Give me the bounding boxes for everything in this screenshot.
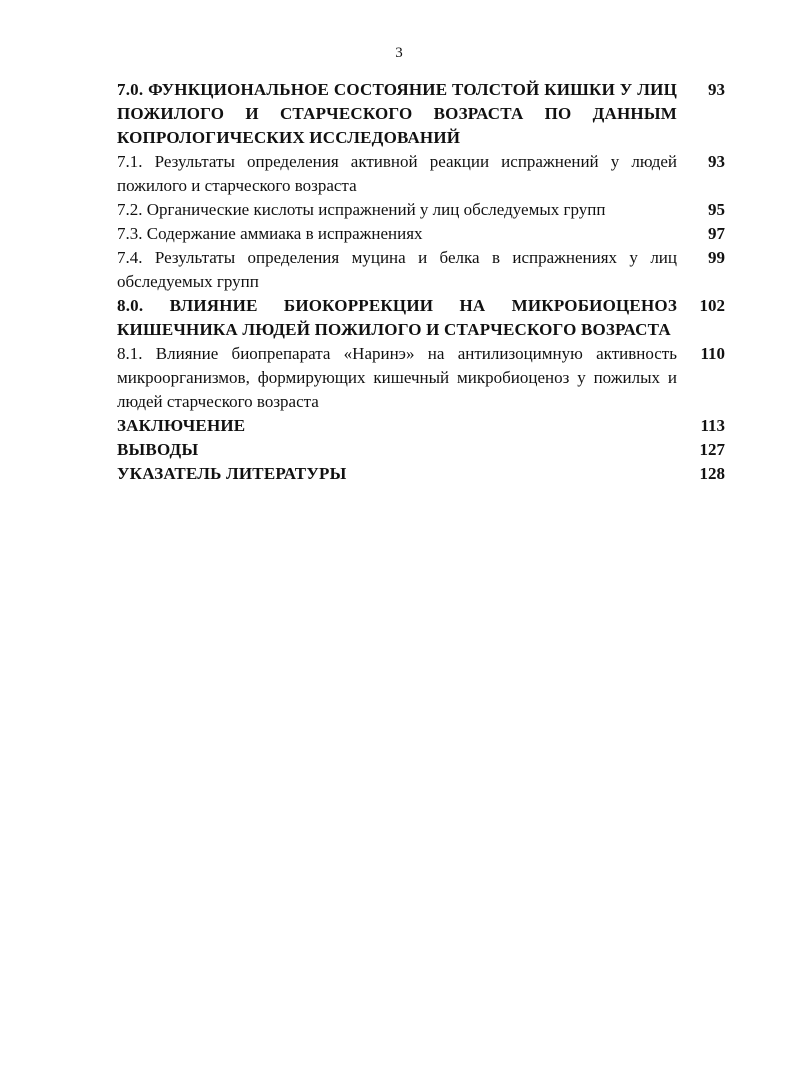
toc-entry-7-0[interactable] (117, 78, 729, 150)
toc-entry-title: 7.4. Результаты определения муцина и белка в испражнениях у лиц обследуемых групп (117, 248, 677, 291)
toc-entry-title: УКАЗАТЕЛЬ ЛИТЕРАТУРЫ (117, 464, 347, 483)
toc-entry-7-3[interactable] (117, 222, 729, 246)
toc-entry-page: 113 (700, 416, 725, 435)
toc-entry-title: ВЫВОДЫ (117, 440, 199, 459)
toc-entry-7-2[interactable] (117, 198, 729, 222)
toc-entry-page: 110 (700, 344, 725, 363)
toc-entry-title: ЗАКЛЮЧЕНИЕ (117, 416, 246, 435)
toc-entry-title: 8.1. Влияние биопрепарата «Наринэ» на антилизоцимную активность микроорганизмов, формирующих кишечный микробиоценоз у пожилых и людей старческого возраста (117, 344, 677, 411)
toc-entry-title: 7.1. Результаты определения активной реакции испражнений у людей пожилого и старческого возраста (117, 152, 677, 195)
toc-entry-findings[interactable] (117, 438, 729, 462)
toc-entry-page: 128 (699, 464, 725, 483)
toc-entry-page: 95 (708, 200, 725, 219)
toc-entry-title: 8.0. ВЛИЯНИЕ БИОКОРРЕКЦИИ НА МИКРОБИОЦЕНОЗ КИШЕЧНИКА ЛЮДЕЙ ПОЖИЛОГО И СТАРЧЕСКОГО ВОЗРАСТА (117, 296, 677, 339)
toc-entry-8-0[interactable] (117, 294, 729, 342)
toc-entry-8-1[interactable] (117, 342, 729, 414)
toc-entry-page: 102 (699, 296, 725, 315)
table-of-contents (117, 78, 729, 486)
toc-entry-page: 93 (708, 152, 725, 171)
toc-entry-page: 127 (699, 440, 725, 459)
toc-entry-7-1[interactable] (117, 150, 729, 198)
toc-entry-page: 97 (708, 224, 725, 243)
toc-entry-title: 7.0. ФУНКЦИОНАЛЬНОЕ СОСТОЯНИЕ ТОЛСТОЙ КИШКИ У ЛИЦ ПОЖИЛОГО И СТАРЧЕСКОГО ВОЗРАСТА ПО ДАННЫМ КОПРОЛОГИЧЕСКИХ ИССЛЕДОВАНИЙ (117, 80, 677, 147)
page-number: 3 (395, 45, 403, 61)
toc-entry-title: 7.2. Органические кислоты испражнений у лиц обследуемых групп (117, 200, 606, 219)
toc-entry-page: 99 (708, 248, 725, 267)
toc-entry-conclusion[interactable] (117, 414, 729, 438)
toc-entry-bibliography[interactable] (117, 462, 729, 486)
toc-entry-7-4[interactable] (117, 246, 729, 294)
toc-entry-page: 93 (708, 80, 725, 99)
toc-entry-title: 7.3. Содержание аммиака в испражнениях (117, 224, 423, 243)
